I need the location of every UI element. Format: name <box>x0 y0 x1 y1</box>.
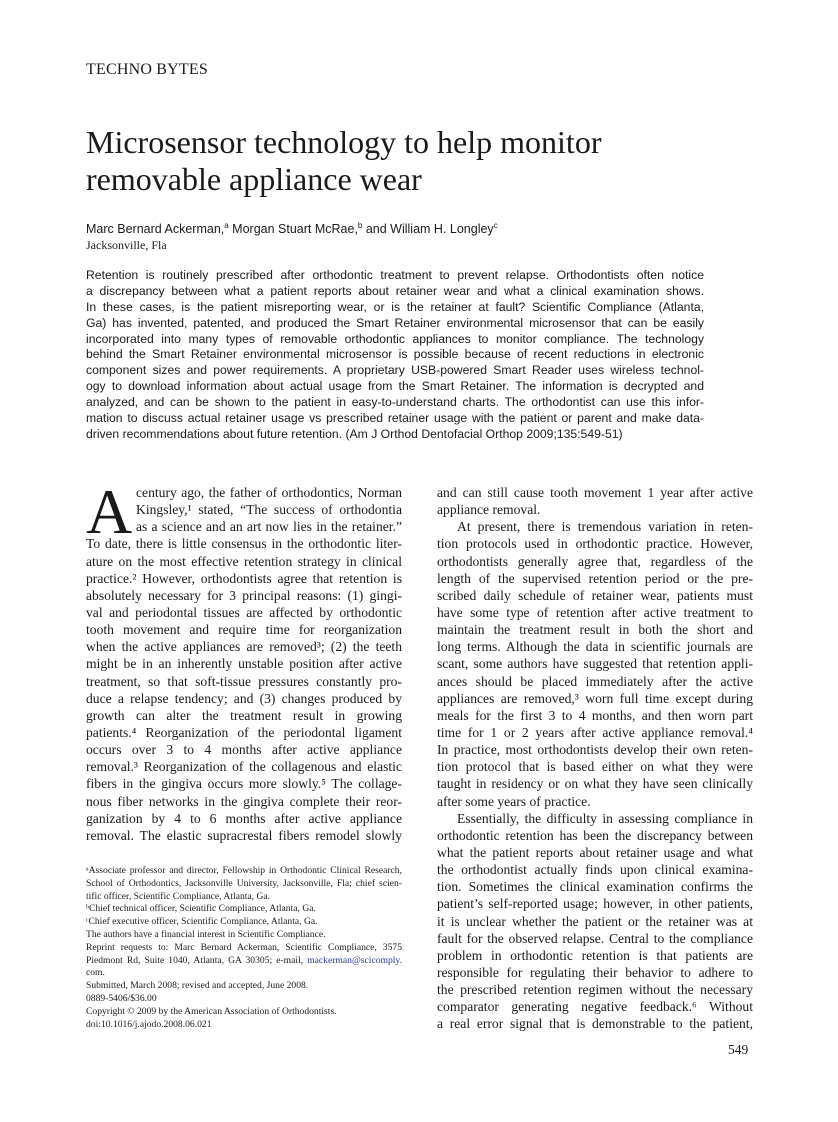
affiliation-mark: a <box>224 221 229 230</box>
author-location: Jacksonville, Fla <box>86 238 167 252</box>
text-line: ᵃAssociate professor and director, Fellowship in Orthodontic Clinical Research, <box>86 865 402 876</box>
text-line: tion protocol that is based either on what they were <box>437 759 753 775</box>
text-line: the orthodontist actually finds upon clinical examina- <box>437 862 753 878</box>
text-line: treatment, so that soft-tissue pressures constantly pro- <box>86 673 402 689</box>
text-line: tion protocols used in orthodontic practice. However, <box>437 536 753 552</box>
text-line: maintain the treatment result in both the short and <box>437 622 753 638</box>
text-line: a discrepancy between what a patient reports about retainer wear and what a clinical examination shows. <box>86 283 704 298</box>
text-line: have some type of retention after active treatment to <box>437 604 753 620</box>
text-line: it is unclear whether the patient or the retainer was at <box>437 913 753 929</box>
text-line: century ago, the father of orthodontics, Norman <box>136 485 402 500</box>
text-line: Copyright © 2009 by the American Association of Orthodontists. <box>86 1005 337 1017</box>
text-line: occurs over 3 to 4 months after active appliance <box>86 742 402 758</box>
abstract <box>86 268 704 443</box>
page-number: 549 <box>728 1042 749 1057</box>
text-line: problem in orthodontic retention is that patients are <box>437 947 753 963</box>
text-line: long terms. Although the data in scientific journals are <box>437 639 753 655</box>
text-line: growth can alter the treatment result in growing <box>86 707 402 723</box>
text-line: after some years of practice. <box>437 793 591 809</box>
affiliation-mark: b <box>357 221 363 230</box>
text-line: orthodontic retention has been the discrepancy between <box>437 827 753 843</box>
text-line: removal.³ Reorganization of the collagenous and elastic <box>86 759 402 775</box>
drop-cap: A <box>86 476 133 547</box>
text-line: as a science and an art now lies in the retainer.” <box>136 519 402 535</box>
text-line: com. <box>86 967 105 979</box>
text-line: fibers in the gingiva occurs more slowly.⁵ The collage- <box>86 776 402 792</box>
text-line: Kingsley,¹ stated, “The success of orthodontia <box>136 502 402 518</box>
text-line: 0889-5406/$36.00 <box>86 992 157 1004</box>
text-line: appliance removal. <box>437 502 541 518</box>
author-list <box>86 221 498 236</box>
text-line: orthodontists generally agree that, regardless of the <box>437 553 753 569</box>
text-line: tific officer, Scientific Compliance, Atlanta, Ga. <box>86 890 271 902</box>
text-line: might be in an inherently unstable position after active <box>86 656 402 672</box>
text-line: when the active appliances are removed³; (2) the teeth <box>86 639 402 655</box>
text-line: responsible for regulating their behavior to adhere to <box>437 964 753 980</box>
text-line: meals for the first 3 to 4 months, and then worn part <box>437 707 753 723</box>
text-line: To date, there is little consensus in the orthodontic liter- <box>86 536 402 552</box>
text-line: patient’s self-reported usage; however, in other patients, <box>437 896 753 912</box>
text-line: comparator generating negative feedback.⁶ Without <box>437 999 753 1015</box>
text-line: ances should be placed immediately after the active <box>437 673 753 689</box>
text-line: Reprint requests to: Marc Bernard Ackerman, Scientific Compliance, 3575 <box>86 941 402 953</box>
text-line: tion. Sometimes the clinical examination confirms the <box>437 879 753 895</box>
text-line: mation to discuss actual retainer usage vs prescribed retainer usage with the patient or parent and make data- <box>86 411 704 426</box>
text-line: ature on the most effective retention strategy in clinical <box>86 553 402 569</box>
text-line: driven recommendations about future retention. (Am J Orthod Dentofacial Orthop 2009;135:549-51) <box>86 426 623 441</box>
text-line: component sizes and power requirements. A proprietary USB-powered Smart Reader uses wireless technol- <box>86 363 704 378</box>
text-line: fault for the observed relapse. Central to the compliance <box>437 930 753 946</box>
text-line: Retention is routinely prescribed after orthodontic treatment to prevent relapse. Orthodontists often notice <box>86 268 704 282</box>
text-line: Ga) has invented, patented, and produced the Smart Retainer environmental microsensor that can be easily <box>86 315 704 330</box>
text-line: what the patient reports about retainer usage and what <box>437 844 753 860</box>
email-link[interactable]: mackerman@scicomply. <box>307 954 402 966</box>
text-line: patients.⁴ Reorganization of the periodontal ligament <box>86 724 402 740</box>
text-line: taught in residency or on what they have seen clinically <box>437 776 753 792</box>
text-line: In practice, most orthodontists develop their own reten- <box>437 742 753 758</box>
text-line: ᶜChief executive officer, Scientific Compliance, Atlanta, Ga. <box>86 916 318 928</box>
title-line: Microsensor technology to help monitor <box>86 124 602 160</box>
text-line: the prescribed retention regimen without the necessary <box>437 982 753 998</box>
text-line: At present, there is tremendous variation in reten- <box>457 519 753 535</box>
text-line: ᵇChief technical officer, Scientific Compliance, Atlanta, Ga. <box>86 903 316 915</box>
section-heading: TECHNO BYTES <box>86 61 208 78</box>
text-line: ganization by 4 to 6 months after active appliance <box>86 810 402 826</box>
text-line: Essentially, the difficulty in assessing compliance in <box>457 810 753 826</box>
text-line: School of Orthodontics, Jacksonville University, Jacksonville, Fla; chief scien- <box>86 877 402 889</box>
text-line: behind the Smart Retainer environmental microsensor is possible because of recent reductions in electronic <box>86 347 704 362</box>
text-line: incorporated into many types of removable orthodontic appliances to monitor compliance. The technology <box>86 331 704 346</box>
text-line: tooth movement and require time for reorganization <box>86 622 402 638</box>
article-title <box>86 124 601 198</box>
text-line: analyzed, and can be shown to the patient in easy-to-understand charts. The orthodontist can use this infor- <box>86 395 704 410</box>
text-line: val and periodontal tissues are affected by orthodontic <box>86 604 402 620</box>
text-line: absolutely necessary for 3 principal reasons: (1) gingi- <box>86 587 402 603</box>
text-line: scribed daily schedule of retainer wear, patients must <box>437 587 753 603</box>
text-line: In these cases, is the patient misreporting wear, or is the retainer at fault? Scientific Compliance (Atlanta, <box>86 299 704 314</box>
text-line: The authors have a financial interest in Scientific Compliance. <box>86 928 326 940</box>
text-line: length of the supervised retention period or the pre- <box>437 570 753 586</box>
author-name: Marc Bernard Ackerman, <box>86 222 225 237</box>
text-line: nous fiber networks in the gingiva complete their reor- <box>86 793 402 809</box>
text-line: removal. The elastic supracrestal fibers remodel slowly <box>86 827 402 843</box>
title-line: removable appliance wear <box>86 161 422 197</box>
text-line <box>86 955 402 968</box>
text-line: Submitted, March 2008; revised and accepted, June 2008. <box>86 980 309 992</box>
text-line: practice.² However, orthodontists agree that retention is <box>86 570 402 586</box>
affiliation-mark: c <box>493 221 498 230</box>
email-prefix: Piedmont Rd, Suite 1040, Atlanta, GA 30305; e-mail, <box>86 954 308 966</box>
text-line: doi:10.1016/j.ajodo.2008.06.021 <box>86 1018 212 1030</box>
text-line: scant, some authors have suggested that retention appli- <box>437 656 753 672</box>
footnotes <box>86 865 402 1031</box>
text-line: time for 1 or 2 years after active appliance removal.⁴ <box>437 724 753 740</box>
text-line: appliances are removed,³ worn full time except during <box>437 690 753 706</box>
body-column-left <box>86 476 402 844</box>
text-line: duce a relapse tendency; and (3) changes produced by <box>86 690 402 706</box>
body-column-right <box>437 484 753 1033</box>
author-name: and William H. Longley <box>362 222 494 237</box>
text-line: and can still cause tooth movement 1 year after active <box>437 485 753 500</box>
text-line: a real error signal that is demonstrable to the patient, <box>437 1016 753 1032</box>
author-name: Morgan Stuart McRae, <box>228 222 358 237</box>
text-line: ogy to download information about actual usage from the Smart Retainer. The information is decrypted and <box>86 379 704 394</box>
